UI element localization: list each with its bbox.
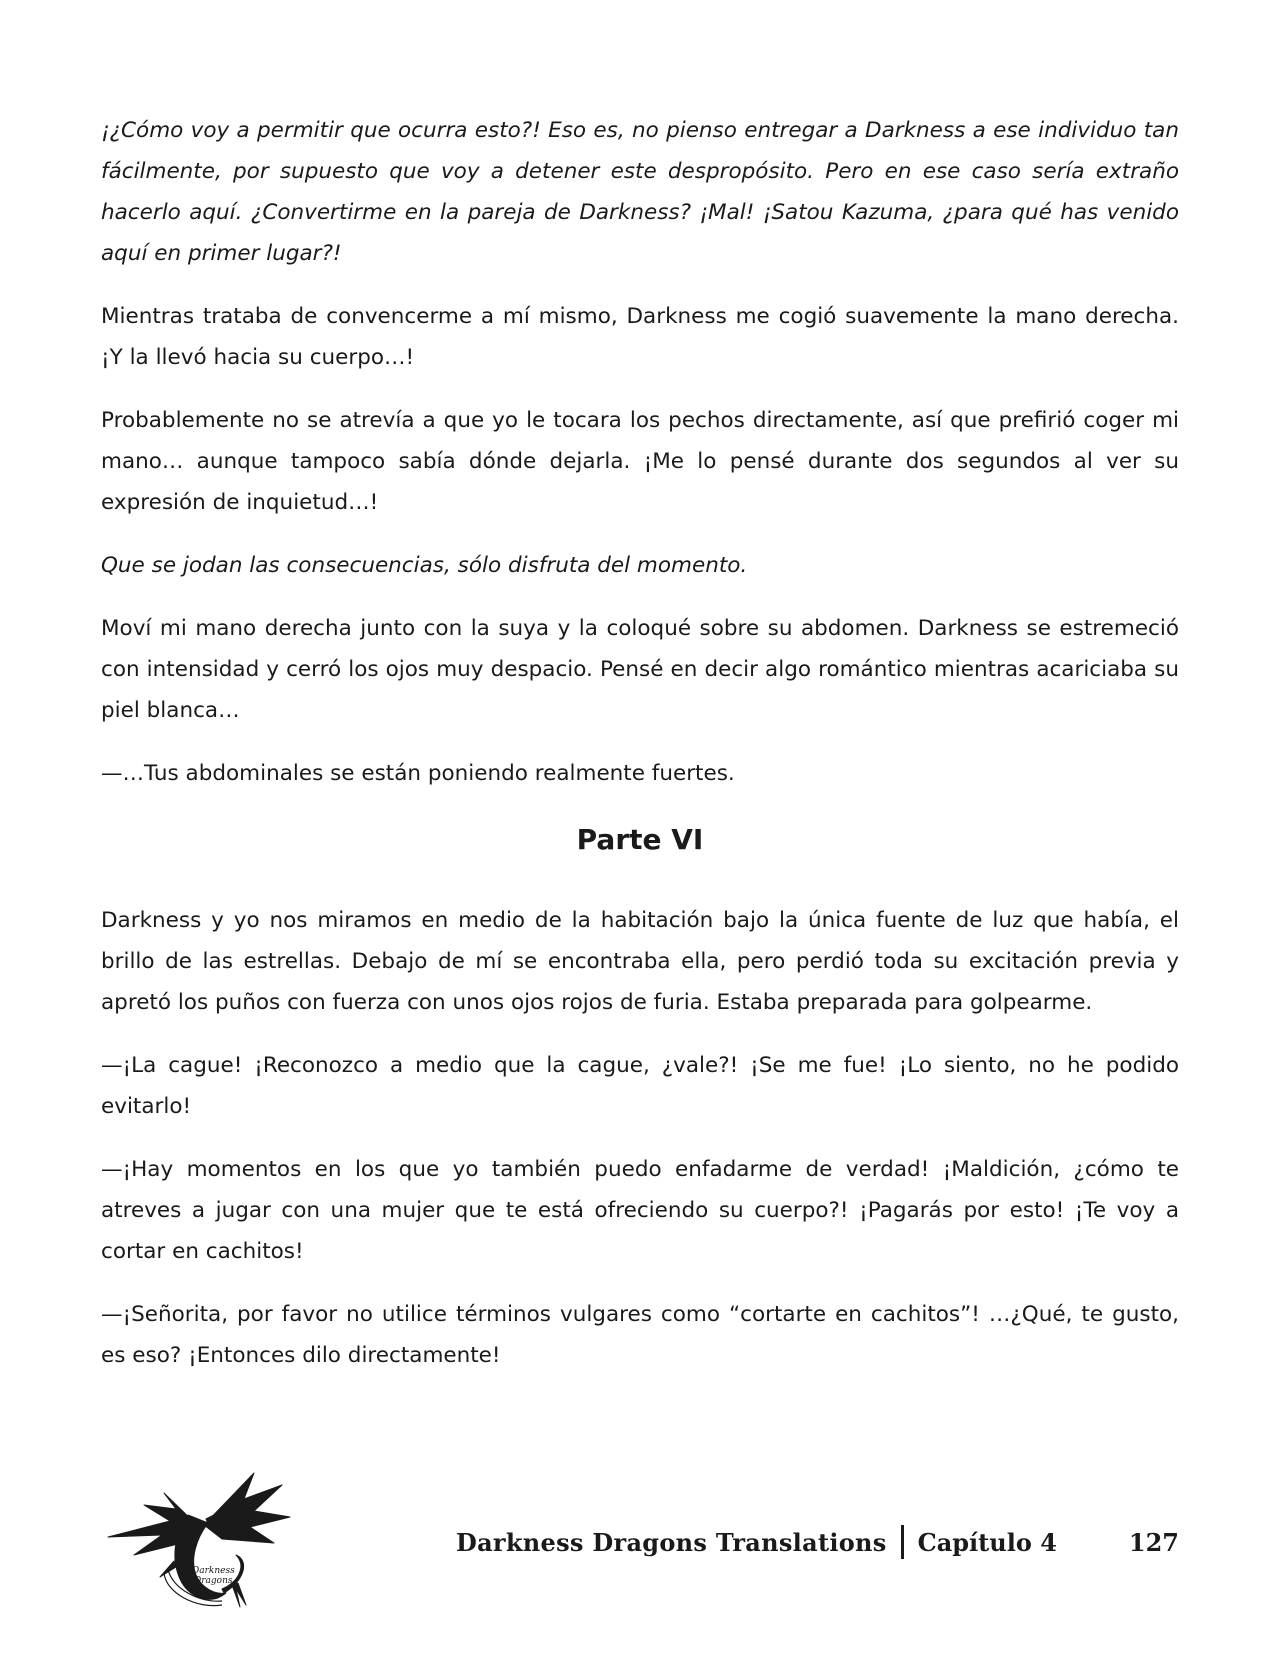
paragraph: Mientras trataba de convencerme a mí mismo, Darkness me cogió suavemente la mano derecha. ¡Y la llevó hacia su cuerpo…! [101,304,1179,370]
page-number: 127 [1128,1527,1179,1557]
paragraph: ¡¿Cómo voy a permitir que ocurra esto?! Eso es, no pienso entregar a Darkness a ese individuo tan fácilmente, por supuesto que voy a detener este despropósito. Pero en ese caso sería extraño hacerlo aquí. ¿Convertirme en la pareja de Darkness? ¡Mal! ¡Satou Kazuma, ¿para qué has venido aquí en primer lugar?! [101,118,1179,266]
footer-chapter: Capítulo 4 [917,1527,1057,1557]
paragraph: Probablemente no se atrevía a que yo le tocara los pechos directamente, así que prefirió coger mi mano… aunque tampoco sabía dónde dejarla. ¡Me lo pensé durante dos segundos al ver su expresión de inquietud…! [101,408,1179,515]
section-heading: Parte VI [576,823,704,856]
logo-text: Dragons [194,1576,233,1586]
page-footer [0,1465,1280,1625]
paragraph: Moví mi mano derecha junto con la suya y la coloqué sobre su abdomen. Darkness se estremeció con intensidad y cerró los ojos muy despacio. Pensé en decir algo romántico mientras acariciaba su piel blanca… [101,616,1179,723]
paragraph: —¡La cague! ¡Reconozco a medio que la cague, ¿vale?! ¡Se me fue! ¡Lo siento, no he podido evitarlo! [101,1053,1179,1119]
paragraph: —¡Señorita, por favor no utilice términos vulgares como “cortarte en cachitos”! …¿Qué, te gusto, es eso? ¡Entonces dilo directamente! [101,1302,1179,1368]
paragraph: —…Tus abdominales se están poniendo realmente fuertes. [101,761,735,786]
paragraph: Que se jodan las consecuencias, sólo disfruta del momento. [101,553,748,578]
paragraph: —¡Hay momentos en los que yo también puedo enfadarme de verdad! ¡Maldición, ¿cómo te atreves a jugar con una mujer que te está ofreciendo su cuerpo?! ¡Pagarás por esto! ¡Te voy a cortar en cachitos! [101,1157,1179,1264]
footer-divider [901,1525,904,1559]
footer-brand: Darkness Dragons Translations [455,1527,887,1557]
paragraph: Darkness y yo nos miramos en medio de la habitación bajo la única fuente de luz que había, el brillo de las estrellas. Debajo de mí se encontraba ella, pero perdió toda su excitación previa y apretó los puños con fuerza con unos ojos rojos de furia. Estaba preparada para golpearme. [101,908,1179,1015]
body-text [101,110,1179,1398]
logo-text: Darkness [192,1566,235,1576]
footer-caption [456,1520,1179,1564]
dragon-logo-icon [104,1465,294,1615]
